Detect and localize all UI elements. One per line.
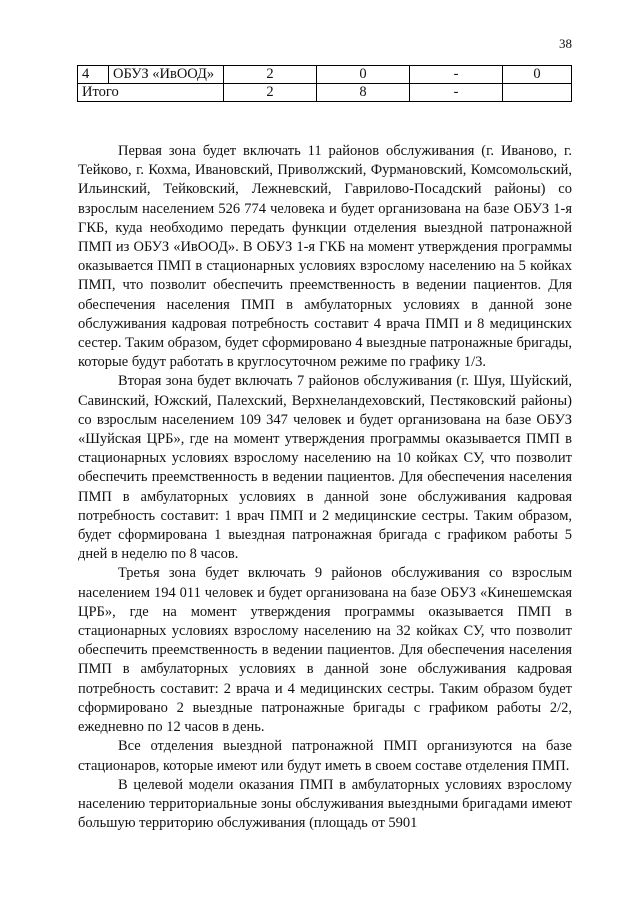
- summary-table: [77, 65, 572, 102]
- paragraph-target-model: В целевой модели оказания ПМП в амбулаторных условиях взрослому населению территориальные зоны обслуживания выездными бригадами имеют большую территорию обслуживания (площадь от 5901: [78, 776, 572, 832]
- table-cell-value: 0: [503, 66, 572, 84]
- body-text: [78, 142, 572, 833]
- table-row: [78, 66, 572, 84]
- table-cell-organization: ОБУЗ «ИвООД»: [109, 66, 224, 84]
- table-cell-value: -: [410, 84, 503, 102]
- paragraph-zone-1: Первая зона будет включать 11 районов обслуживания (г. Иваново, г. Тейково, г. Кохма, Ивановский, Приволжский, Фурмановский, Комсомольский, Ильинский, Тейковский, Лежневский, Гаврилово-Посадский районы) со взрослым населением 526 774 человека и будет организована на базе ОБУЗ 1-я ГКБ, куда необходимо передать функции отделения выездной патронажной ПМП из ОБУЗ «ИвООД». В ОБУЗ 1-я ГКБ на момент утверждения программы оказывается ПМП в стационарных условиях взрослому населению на 5 койках ПМП, что позволит обеспечить преемственность в ведении пациентов. Для обеспечения населения ПМП в амбулаторных условиях в данной зоне обслуживания кадровая потребность составит 4 врача ПМП и 8 медицинских сестер. Таким образом, будет сформировано 4 выездные патронажные бригады, которые будут работать в круглосуточном режиме по графику 1/3.: [78, 143, 573, 371]
- table-cell-value: -: [410, 66, 503, 84]
- table-cell-number: 4: [78, 66, 109, 84]
- table-cell-total-label: Итого: [78, 84, 224, 102]
- table-cell-value: 2: [224, 84, 317, 102]
- paragraph-zone-2: Вторая зона будет включать 7 районов обслуживания (г. Шуя, Шуйский, Савинский, Южский, Палехский, Верхнеландеховский, Пестяковский районы) со взрослым населением 109 347 человек и будет организована на базе ОБУЗ «Шуйская ЦРБ», где на момент утверждения программы оказывается ПМП в стационарных условиях взрослому населению на 10 койках СУ, что позволит обеспечить преемственность в ведении пациентов. Для обеспечения населения ПМП в амбулаторных условиях в данной зоне обслуживания кадровая потребность составит: 1 врач ПМП и 2 медицинские сестры. Таким образом, будет сформирована 1 выездная патронажная бригада с графиком работы 5 дней в неделю по 8 часов.: [78, 373, 572, 563]
- table-row-total: [78, 84, 572, 102]
- table-cell-value: 0: [317, 66, 410, 84]
- table-cell-value: 2: [224, 66, 317, 84]
- page-number: 38: [559, 36, 572, 51]
- table-cell-value: 8: [317, 84, 410, 102]
- table-cell-value: [503, 84, 572, 102]
- paragraph-departments: Все отделения выездной патронажной ПМП организуются на базе стационаров, которые имеют или будут иметь в своем составе отделения ПМП.: [78, 738, 572, 774]
- paragraph-zone-3: Третья зона будет включать 9 районов обслуживания со взрослым населением 194 011 человек и будет организована на базе ОБУЗ «Кинешемская ЦРБ», где на момент утверждения программы оказывается ПМП в стационарных условиях взрослому населению на 32 койках СУ, что позволит обеспечить преемственность в ведении пациентов. Для обеспечения населения ПМП в амбулаторных условиях в данной зоне обслуживания кадровая потребность составит: 2 врача и 4 медицинских сестры. Таким образом будет сформировано 2 выездные патронажные бригады с графиком работы 2/2, ежедневно по 12 часов в день.: [78, 565, 572, 736]
